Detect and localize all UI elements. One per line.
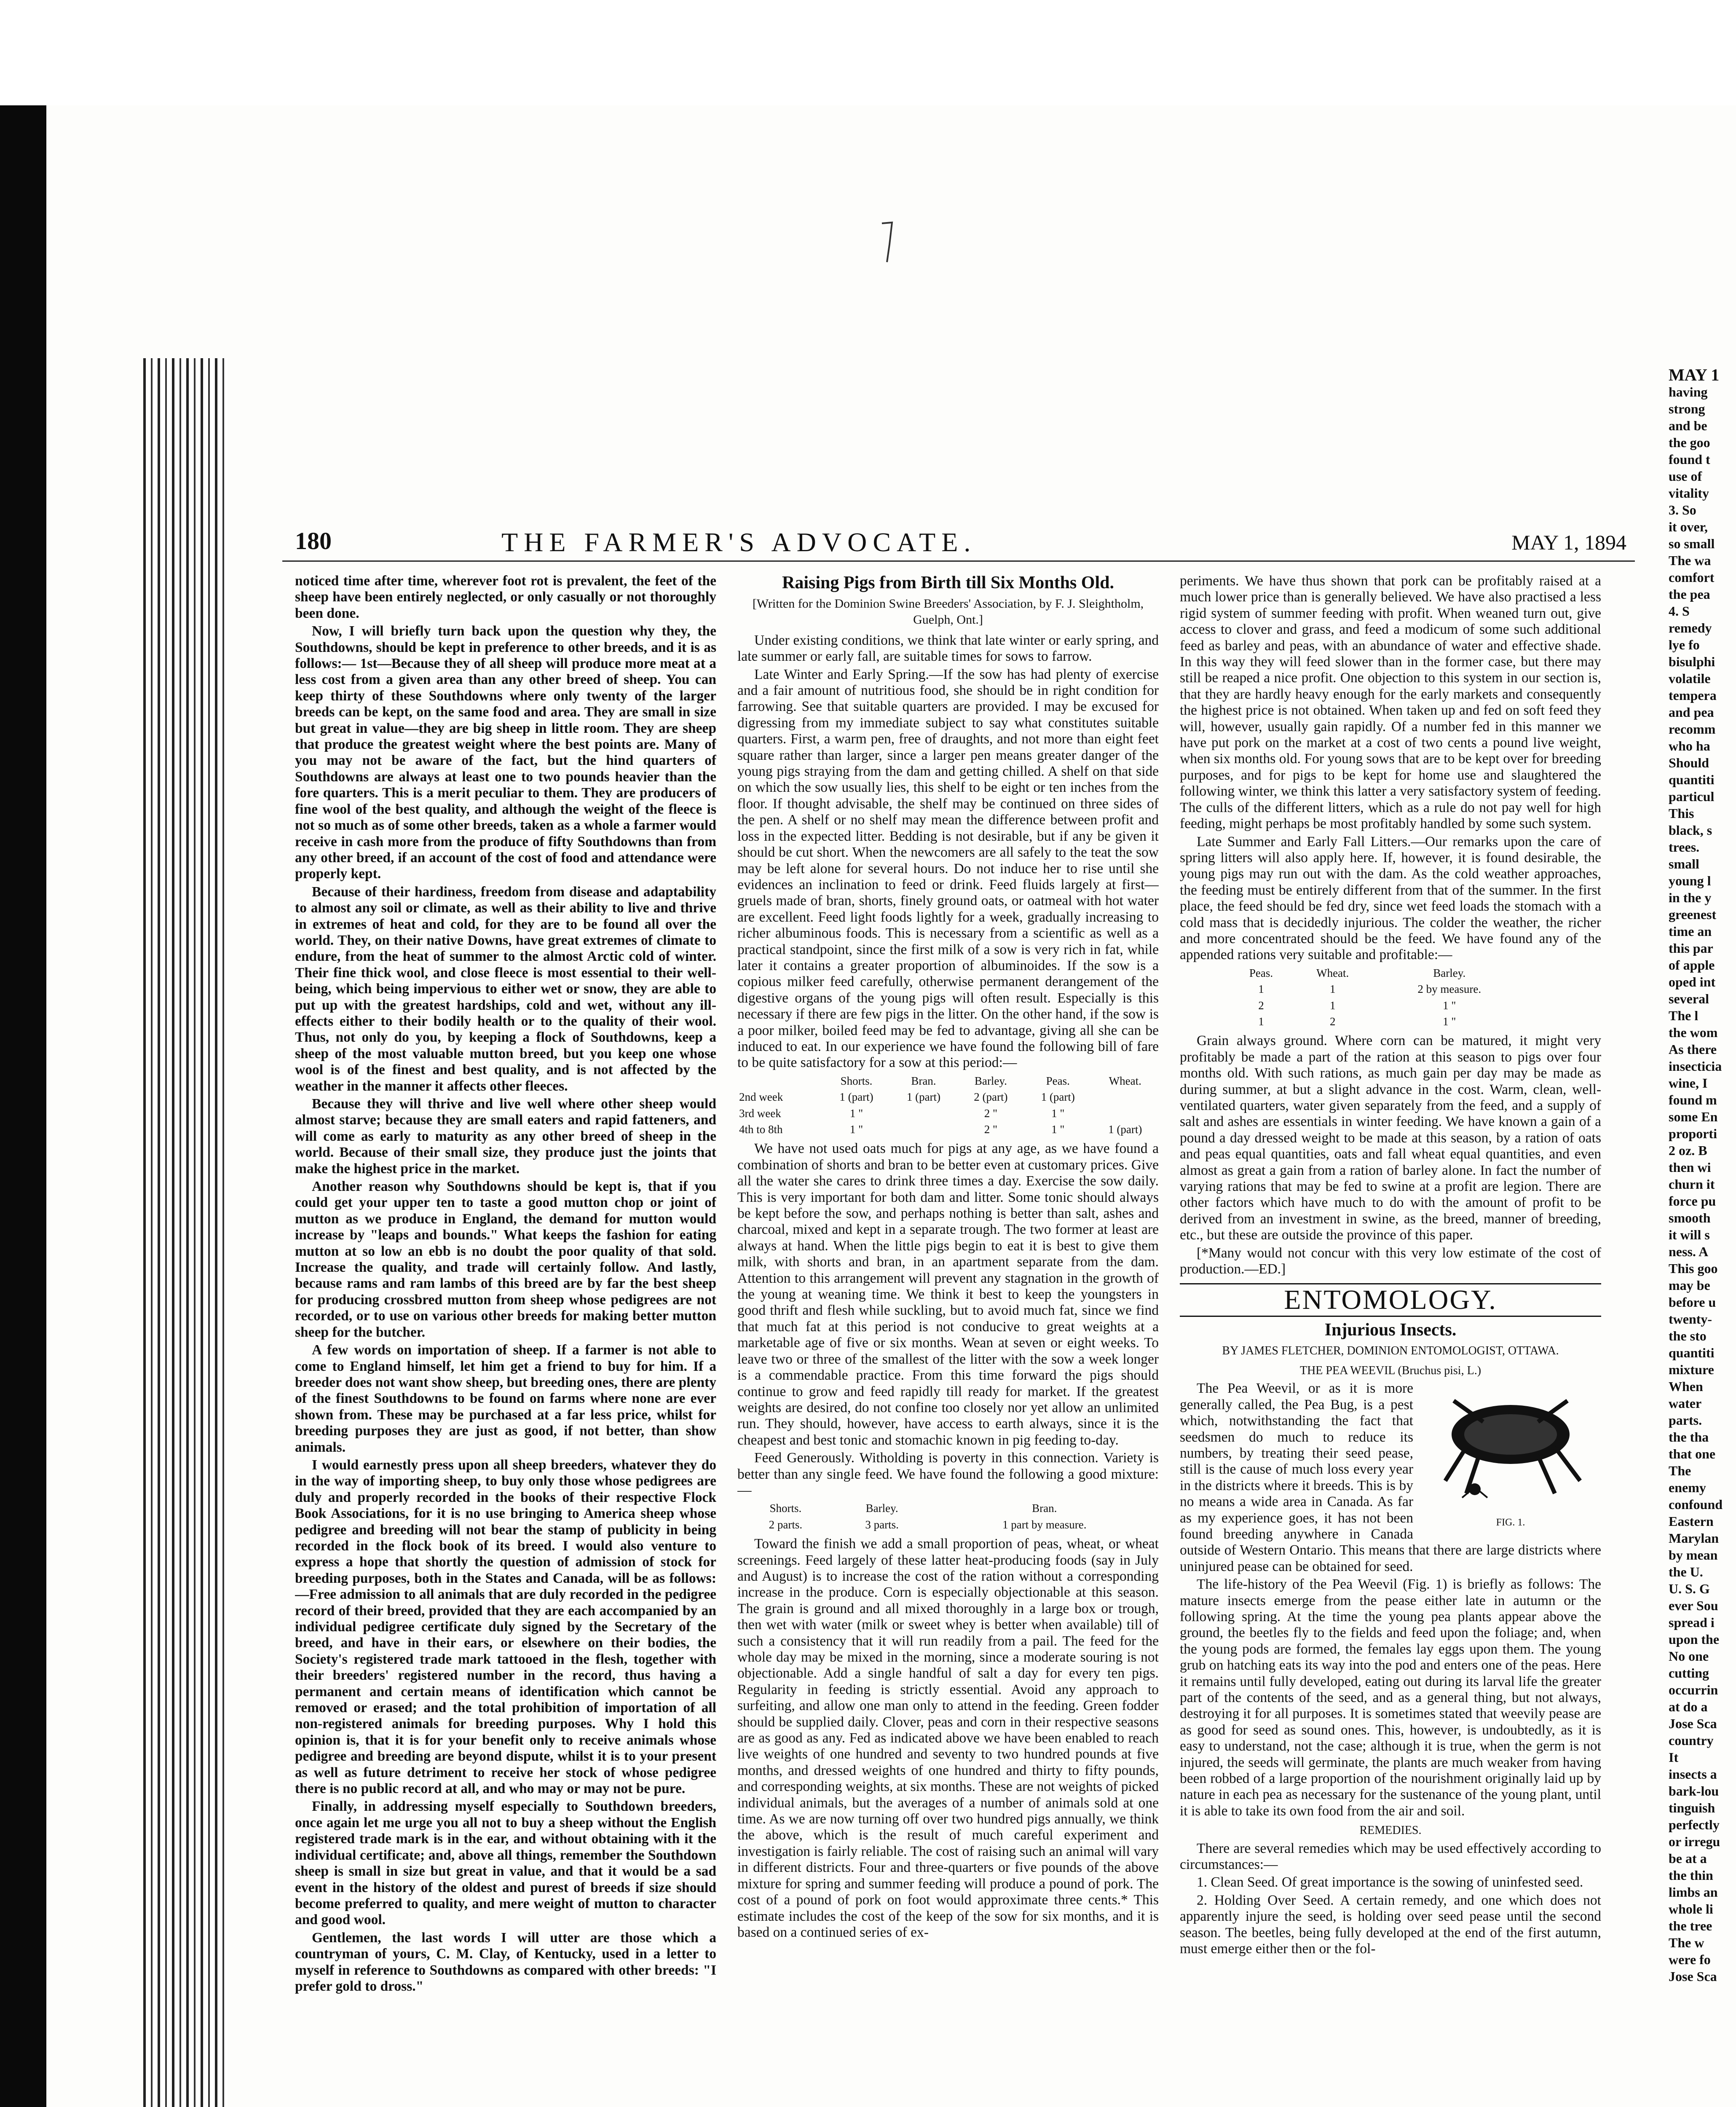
table-cell: 1	[1329, 999, 1336, 1012]
paragraph: Because of their hardiness, freedom from disease and adaptability to almost any soil or climate, as well as their ability to live and thrive in extremes of heat and cold, for they are to be found all over the world. They, on their native Downs, have great extremes of climate to endure, from the heat of summer to the almost Arctic cold of winter. Their fine thick wool, and close fleece is most essential to their well-being, which being impervious to either wet or snow, they are able to put up with the greatest hardships, cold and wet, without any ill-effects either to their bodily health or to the quality of their wool. Thus, not only do you, by keeping a flock of Southdowns, keep a sheep of the most valuable mutton breed, but you keep one whose wool is of the finest and best quality, and is not affected by the weather in the manner it affects other fleeces.	[295, 884, 716, 1094]
page-binding-edge	[143, 358, 228, 2107]
fragment-line: proporti	[1669, 1126, 1717, 1141]
fragment-line: remedy	[1669, 620, 1712, 635]
table-cell: 1 (part)	[1041, 1091, 1075, 1104]
fragment-line: quantiti	[1669, 1345, 1715, 1360]
fragment-line: the sto	[1669, 1328, 1707, 1343]
table-cell: 2nd week	[739, 1091, 783, 1104]
table-cell: 1	[1329, 983, 1336, 996]
table-header: Barley.	[865, 1502, 898, 1515]
fragment-line: or irregu	[1669, 1834, 1720, 1849]
fragment-line: young l	[1669, 873, 1711, 888]
fragment-line: The wa	[1669, 553, 1711, 568]
fragment-line: As there	[1669, 1042, 1717, 1057]
table-header: Peas.	[1249, 966, 1273, 979]
table-row	[737, 1105, 1159, 1121]
table-header: Shorts.	[769, 1502, 802, 1515]
fragment-line: found t	[1669, 452, 1710, 467]
fragment-line: 3. So	[1669, 502, 1696, 517]
fragment-line: Eastern	[1669, 1514, 1714, 1529]
fragment-line: Marylan	[1669, 1531, 1719, 1546]
weevil-illustration-icon	[1420, 1384, 1601, 1510]
fragment-line: enemy	[1669, 1480, 1706, 1495]
section-heading-entomology: ENTOMOLOGY.	[1180, 1283, 1601, 1317]
fragment-line: strong	[1669, 401, 1705, 416]
table-cell: 2 "	[984, 1123, 997, 1136]
table-cell: 1 part by measure.	[1002, 1518, 1087, 1531]
fragment-line: use of	[1669, 469, 1702, 484]
fragment-line: Jose Sca	[1669, 1969, 1717, 1984]
feed-table-mixture	[737, 1500, 1159, 1533]
table-cell: 2	[1258, 999, 1264, 1012]
fragment-line: quantiti	[1669, 772, 1715, 787]
fragment-line: be at a	[1669, 1851, 1707, 1866]
column-2	[737, 573, 1159, 2107]
pencil-mark-icon	[879, 219, 895, 265]
table-cell: 1 "	[1443, 1015, 1456, 1028]
fragment-line: 4. S	[1669, 603, 1690, 619]
fragment-line: it over,	[1669, 519, 1708, 534]
pea-weevil-figure	[1420, 1384, 1601, 1528]
figure-caption: FIG. 1.	[1496, 1517, 1525, 1528]
table-header-row	[737, 1073, 1159, 1089]
fragment-line: oped int	[1669, 974, 1716, 989]
adjacent-page-date: MAY 1	[1669, 367, 1720, 384]
table-cell: 3 parts.	[865, 1518, 899, 1531]
table-header-row	[737, 1500, 1159, 1516]
paragraph: Gentlemen, the last words I will utter are those which a countryman of yours, C. M. Clay, of Kentucky, used in a letter to myself in reference to Southdowns as compared with other breeds: "I prefer gold to dross."	[295, 1930, 716, 1994]
fragment-line: particul	[1669, 789, 1715, 804]
fragment-line: tinguish	[1669, 1800, 1715, 1815]
table-header-row	[1230, 965, 1525, 981]
table-cell: 1	[1258, 983, 1264, 996]
paragraph: I would earnestly press upon all sheep breeders, whatever they do in the way of importing sheep, to buy only those whose pedigrees are duly and properly recorded in the books of their respective Flock Book Associations, for it is no use bringing to America sheep whose pedigree and breeding will not bear the stamp of publicity in being recorded in the flock book of its breed. I would also venture to express a hope that shortly the question of admission of stock for breeding purposes, both in the States and Canada, will be as follows:—Free admission to all animals that are duly recorded in the pedigree record of their breed, provided that they are each accompanied by an individual pedigree certificate duly signed by the Secretary of the breed, and have in their ears, or elsewhere on their bodies, the Society's registered trade mark tattooed in the flesh, together with their breeders' registered number in the record, thus having a permanent and certain means of identification which cannot be removed or erased; and the total prohibition of importation of all non-registered animals for breeding purposes. Why I hold this opinion is, that it is for your benefit only to receive animals whose pedigree and breeding are beyond dispute, whilst it is to your present as well as future detriment to receive her stock of whose pedigree there is no public record at all, and who may or may not be pure.	[295, 1457, 716, 1797]
fragment-line: so small	[1669, 536, 1715, 551]
fragment-line: limbs an	[1669, 1885, 1718, 1900]
fragment-line: The l	[1669, 1008, 1698, 1023]
table-cell: 1 "	[1443, 999, 1456, 1012]
fragment-line: force pu	[1669, 1193, 1716, 1209]
fragment-line: smooth	[1669, 1210, 1711, 1225]
table-cell: 2 parts.	[769, 1518, 803, 1531]
fragment-line: lye fo	[1669, 637, 1700, 652]
fragment-line: cutting	[1669, 1665, 1709, 1681]
fragment-line: bisulphi	[1669, 654, 1715, 669]
scan-dark-edge	[0, 105, 46, 2107]
paragraph: Another reason why Southdowns should be kept is, that if you could get your upper ten to taste a good mutton chop or joint of mutton as we produce in England, the demand for mutton would increase by "leaps and bounds." What keeps the fashion for eating mutton at so low an ebb is no doubt the poor quality of that sold. Increase the quality, and trade will certainly follow. And lastly, because rams and ram lambs of this breed are by far the best sheep for producing crossbred mutton from sheep whose pedigrees are not recorded, or to use on various other breeds for making better mutton sheep for the butcher.	[295, 1179, 716, 1340]
table-cell: 1 (part)	[839, 1091, 873, 1104]
fragment-line: and be	[1669, 418, 1707, 433]
column-1	[295, 573, 716, 2107]
column-3	[1180, 573, 1601, 2107]
scan-top-margin	[0, 0, 1736, 105]
fragment-line: mixture	[1669, 1362, 1714, 1377]
fragment-line: parts.	[1669, 1413, 1702, 1428]
newspaper-page	[46, 105, 1736, 2107]
fragment-line: The	[1669, 1463, 1691, 1478]
fragment-line: black, s	[1669, 823, 1712, 838]
paragraph: A few words on importation of sheep. If a farmer is not able to come to England himself, let him get a friend to buy for him. If a breeder does not want show sheep, but breeding ones, there are plenty of the finest Southdowns to be found on farms where none are ever shown from. These may be purchased at a far less price, whilst for breeding purposes they are just as good, if not better, than show animals.	[295, 1342, 716, 1455]
table-cell: 1 (part)	[906, 1091, 941, 1104]
fragment-line: who ha	[1669, 738, 1710, 753]
fragment-line: tempera	[1669, 688, 1717, 703]
table-row	[1230, 997, 1525, 1013]
table-row	[737, 1089, 1159, 1105]
table-header	[737, 1073, 823, 1089]
fragment-line: upon the	[1669, 1632, 1720, 1647]
table-cell: 2	[1329, 1015, 1336, 1028]
fragment-line: country	[1669, 1733, 1714, 1748]
table-cell: 1	[1258, 1015, 1264, 1028]
paragraph: Grain always ground. Where corn can be matured, it might very profitably be made a part of the ration at this season to pigs over four months old. With such rations, as much gain per day may be made as during summer, at but a slight advance in the cost. Warm, clean, well-ventilated quarters, water given separately from the feed, and a supply of salt and ashes are essentials in winter feeding. We have known a gain of a pound a day dressed weight to be made at this season, by a ration of oats and peas equal quantities, oats and fall wheat equal quantities, and even almost as great a gain from a ration of barley alone. In fact the number of varying rations that may be fed to swine at a profit are legion. There are other factors which have much to do with the amount of profit to be derived from an investment in swine, as the breed, manner of breeding, etc., but these are outside the province of this paper.	[1180, 1033, 1601, 1243]
table-header: Barley.	[974, 1074, 1007, 1087]
fragment-line: bark-lou	[1669, 1783, 1719, 1799]
fragment-line: the pea	[1669, 587, 1710, 602]
fragment-line: found m	[1669, 1092, 1717, 1107]
table-cell: 2 "	[984, 1107, 997, 1120]
table-cell: 1 "	[849, 1107, 863, 1120]
remedies-heading: REMEDIES.	[1359, 1824, 1422, 1837]
fragment-line: the U.	[1669, 1564, 1703, 1579]
table-row	[737, 1517, 1159, 1533]
table-header: Peas.	[1046, 1074, 1070, 1087]
fragment-line: occurrin	[1669, 1682, 1718, 1697]
paragraph: Finally, in addressing myself especially to Southdown breeders, once again let me urge you all not to buy a sheep without the English registered trade mark is in the ear, and without obtaining with it the individual certificate; and, above all things, remember the Southdown sheep is small in size but great in value, and that it would be a sad event in the history of the oldest and purest of breeds if size should become preferred to quality, and mere weight of mutton to character and good wool.	[295, 1799, 716, 1928]
fragment-line: several	[1669, 991, 1709, 1006]
fragment-line: wine, I	[1669, 1075, 1708, 1091]
fragment-line: perfectly	[1669, 1817, 1720, 1832]
fragment-line: water	[1669, 1396, 1702, 1411]
fragment-line: may be	[1669, 1278, 1710, 1293]
fragment-line: having	[1669, 384, 1708, 399]
table-header: Barley.	[1433, 966, 1466, 979]
masthead-title: THE FARMER'S ADVOCATE.	[501, 527, 977, 557]
fragment-line: 2 oz. B	[1669, 1143, 1707, 1158]
fragment-line: whole li	[1669, 1901, 1713, 1917]
fragment-line: trees.	[1669, 839, 1700, 855]
fragment-line: volatile	[1669, 671, 1711, 686]
fragment-line: confound	[1669, 1497, 1723, 1512]
fragment-line: When	[1669, 1379, 1703, 1394]
table-row	[1230, 981, 1525, 997]
table-cell: 4th to 8th	[739, 1123, 783, 1136]
adjacent-page-lines	[1669, 383, 1736, 1985]
fragment-line: ever Sou	[1669, 1598, 1718, 1613]
fragment-line: the goo	[1669, 435, 1710, 450]
fragment-line: some En	[1669, 1109, 1718, 1124]
paragraph: periments. We have thus shown that pork can be profitably raised at a much lower price than is generally believed. We have also practised a less rigid system of summer feeding with profit. When weaned turn out, give access to clover and grass, and feed a modicum of some such additional feed as barley and peas, with an abundance of water and effective shade. In this way they will feed slower than in the former case, but there may still be reaped a nice profit. One objection to this system in our section is, that they are hardly heavy enough for the early markets and consequently the highest price is not obtained. When taken up and fed on soft feed they will, however, usually gain rapidly. Of a number fed in this manner we have put pork on the market at a cost of two cents a pound live weight, when six months old. For young sows that are to be kept over for breeding purposes, and for pigs to be kept for home use and slaughtered the following winter, we think this latter a very satisfactory system of feeding. The culls of the different litters, which as a rule do not pay well for high feeding, might perhaps be most profitably handled by some such system.	[1180, 573, 1601, 832]
fragment-line: small	[1669, 856, 1699, 871]
table-header: Wheat.	[1316, 966, 1349, 979]
fragment-line: it will s	[1669, 1227, 1710, 1242]
table-cell	[1092, 1089, 1159, 1105]
paragraph: Toward the finish we add a small proportion of peas, wheat, or wheat screenings. Feed largely of these latter heat-producing foods (say in July and August) is to increase the cost of the ration without a corresponding increase in the produce. Corn is especially objectionable at this season. The grain is ground and all mixed thoroughly in a large box or trough, then wet with water (milk or sweet whey is better when available) till of such a consistency that it will run readily from a pail. The feed for the whole day may be mixed in the morning, since a moderate souring is not objectionable. Add a single handful of salt a day for every ten pigs. Regularity in feeding is strictly essential. Avoid any approach to surfeiting, and allow one man only to attend in the feeding. Green fodder should be supplied daily. Clover, peas and corn in their respective seasons are as good as any. Fed as indicated above we have been enabled to reach live weights of one hundred and seventy to two hundred pounds at five months, and dressed weights of one hundred and thirty to fifty pounds, and corresponding weights, at six months. These are not weights of picked individual animals, but the averages of a number of animals sold at one time. As we are now turning off over two hundred pigs annually, we think the above, which is the result of much careful experiment and investigation is fairly reliable. The cost of raising such an animal will vary in different districts. Four and three-quarters or five pounds of the above mixture for spring and summer feeding will produce a pound of pork. The cost of a pound of pork on foot would approximate three cents.* This estimate includes the cost of the keep of the sow for six months, and it is based on a continued series of ex-	[737, 1536, 1159, 1940]
fragment-line: and pea	[1669, 705, 1714, 720]
fragment-line: greenest	[1669, 907, 1717, 922]
page-number: 180	[295, 527, 332, 555]
paragraph: Feed Generously. Witholding is poverty in this connection. Variety is better than any single feed. We have found the following a good mixture:—	[737, 1450, 1159, 1498]
table-header: Bran.	[911, 1074, 936, 1087]
fragment-line: spread i	[1669, 1615, 1715, 1630]
fragment-line: twenty-	[1669, 1311, 1712, 1327]
table-cell: 1 "	[1051, 1123, 1065, 1136]
fragment-line: This	[1669, 806, 1694, 821]
fragment-line: the thin	[1669, 1868, 1713, 1883]
article-title: Injurious Insects.	[1324, 1320, 1457, 1340]
table-row	[737, 1121, 1159, 1137]
fragment-line: churn it	[1669, 1177, 1715, 1192]
adjacent-page-fragment	[1669, 367, 1736, 2107]
fragment-line: that one	[1669, 1446, 1716, 1461]
fragment-line: No one	[1669, 1649, 1709, 1664]
fragment-line: this par	[1669, 941, 1713, 956]
table-cell: 1 "	[1051, 1107, 1065, 1120]
paragraph: Under existing conditions, we think that late winter or early spring, and late summer or early fall, are suitable times for sows to farrow.	[737, 632, 1159, 665]
table-cell	[890, 1121, 957, 1137]
fragment-line: in the y	[1669, 890, 1712, 905]
fragment-line: then wi	[1669, 1160, 1711, 1175]
fragment-line: comfort	[1669, 570, 1715, 585]
page-leaf	[282, 367, 1635, 2107]
feed-table-sow	[737, 1073, 1159, 1138]
fragment-line: vitality	[1669, 485, 1709, 501]
paragraph: Because they will thrive and live well where other sheep would almost starve; because they are small eaters and rapid fatteners, and will come as early to maturity as any other breed of sheep in the world. Because of their small size, they produce just the joints that make the highest price in the market.	[295, 1096, 716, 1177]
table-cell	[890, 1105, 957, 1121]
paragraph: The Pea Weevil, or as it is more generally called, the Pea Bug, is a pest which, notwithstanding the fact that seedsmen do much to reduce its numbers, by treating their seed pease, still is the cause of much loss every year in the districts where it breeds. This is by no means a wide area in Canada. As far as my experience goes, it has not been found breeding anywhere in Canada outside of Western Ontario. This means that there are large districts where uninjured pease can be obtained for seed.	[1180, 1381, 1601, 1574]
fragment-line: U. S. G	[1669, 1581, 1710, 1596]
fragment-line: This goo	[1669, 1261, 1718, 1276]
fragment-line: time an	[1669, 924, 1712, 939]
fragment-line: were fo	[1669, 1952, 1711, 1967]
page-header	[282, 527, 1635, 562]
table-header: Wheat.	[1109, 1074, 1141, 1087]
paragraph: 2. Holding Over Seed. A certain remedy, and one which does not apparently injure the seed, is holding over seed pease until the second season. The beetles, being fully developed at the end of the first autumn, must emerge either then or the fol-	[1180, 1892, 1601, 1957]
table-cell: 1 "	[849, 1123, 863, 1136]
article-byline: BY JAMES FLETCHER, DOMINION ENTOMOLOGIST, OTTAWA.	[1222, 1344, 1559, 1358]
table-cell: 2 (part)	[974, 1091, 1008, 1104]
fragment-line: at do a	[1669, 1699, 1708, 1714]
paragraph: There are several remedies which may be used effectively according to circumstances:—	[1180, 1840, 1601, 1873]
fragment-line: recomm	[1669, 721, 1716, 737]
paragraph: The life-history of the Pea Weevil (Fig. 1) is briefly as follows: The mature insects emerge from the pease either late in autumn or the following spring. At the time the young pea plants appear above the ground, the beetles fly to the fields and feed upon the foliage; and, when the young pods are formed, the females lay eggs upon them. The young grub on hatching eats its way into the pod and enters one of the peas. Here it remains until fully developed, eating out during its larval life the greater part of the contents of the seed, and as a general thing, but not always, destroying it for all purposes. It is sometimes stated that weevily pease are as good for seed as sound ones. This, however, is undoubtedly, as it is easy to understand, not the case; although it is true, when the germ is not injured, the seeds will germinate, the plants are much weaker from having been robbed of a large proportion of the nourishment originally laid up by nature in each pea as necessary for the sustenance of the young plant, until it is able to take its own food from the air and soil.	[1180, 1576, 1601, 1819]
fragment-line: by mean	[1669, 1547, 1718, 1563]
article-subheading: THE PEA WEEVIL (Bruchus pisi, L.)	[1299, 1364, 1481, 1377]
table-cell: 1 (part)	[1108, 1123, 1142, 1136]
fragment-line: insecticia	[1669, 1059, 1722, 1074]
fragment-line: Should	[1669, 755, 1709, 770]
paragraph: Now, I will briefly turn back upon the question why they, the Southdowns, should be kept in preference to other breeds, and it is as follows:— 1st—Because they of all sheep will produce more meat at a less cost from a given area than any other breed of sheep. You can keep thirty of these Southdowns where only twenty of the larger breeds can be kept, on the same food and area. They are small in size but great in value—they are big sheep in little room. They are sheep that produce the greatest weight where the best points are. Many of you may not be aware of the fact, but the hind quarters of Southdowns are always at least one to two pounds heavier than the fore quarters. This is a merit peculiar to them. They are producers of fine wool of the best quality, and although the weight of the fleece is not so much as of some other breeds, taken as a whole a farmer would receive in cash more from the produce of fifty Southdowns than from any other breed, if an account of the cost of food and attendance were properly kept.	[295, 623, 716, 882]
article-title: Raising Pigs from Birth till Six Months Old.	[782, 573, 1114, 592]
table-header: Shorts.	[840, 1074, 873, 1087]
paragraph: We have not used oats much for pigs at any age, as we have found a combination of shorts and bran to be better even at customary prices. Give all the water she cares to drink three times a day. Exercise the sow daily. This is very important for both dam and litter. Some tonic should always be kept before the sow, and perhaps nothing is better than salt, ashes and charcoal, mixed and kept in a separate trough. The two former at least are always at hand. When the little pigs begin to eat it is best to give them milk, with shorts and bran, in an apartment separate from the dam. Attention to this arrangement will prevent any stagnation in the growth of the young at weaning time. We think it best to keep the youngsters in good thrift and flesh while suckling, but to avoid much fat, since we find that much fat at this period is not conducive to great weights at a marketable age of five or six months. Wean at seven or eight weeks. To leave two or three of the smallest of the litter with the sow a week longer is a commendable practice. From this time forward the pigs should continue to grow and feed rapidly till ready for market. If the greatest weights are desired, do not confine too closely nor yet allow an unlimited run. They should, however, have access to earth always, since it is the cheapest and best tonic and stomachic known in pig feeding to-day.	[737, 1141, 1159, 1448]
fragment-line: the wom	[1669, 1025, 1718, 1040]
fragment-line: before u	[1669, 1295, 1716, 1310]
issue-date: MAY 1, 1894	[1511, 531, 1626, 554]
table-header: Bran.	[1032, 1502, 1057, 1515]
article-note: [Written for the Dominion Swine Breeders' Association, by F. J. Sleightholm, Guelph, Ont.]	[752, 597, 1144, 627]
table-cell	[1092, 1105, 1159, 1121]
fragment-line: insects a	[1669, 1767, 1717, 1782]
fragment-line: ness. A	[1669, 1244, 1709, 1259]
table-cell: 3rd week	[739, 1107, 781, 1120]
feed-table-winter	[1230, 965, 1525, 1030]
fragment-line: the tha	[1669, 1429, 1709, 1445]
table-cell: 2 by measure.	[1417, 983, 1481, 996]
paragraph: Late Summer and Early Fall Litters.—Our remarks upon the care of spring litters will also apply here. If, however, it is found desirable, the young pigs may run out with the dam. As the cold weather approaches, the feeding must be entirely different from that of the summer. In the first place, the feed should be fed dry, since wet feed loads the stomach with a cold mass that is decidedly injurious. The colder the weather, the richer and more concentrated should be the feed. We have found any of the appended rations very suitable and profitable:—	[1180, 834, 1601, 963]
fragment-line: of apple	[1669, 957, 1715, 973]
fragment-line: It	[1669, 1750, 1679, 1765]
paragraph: noticed time after time, wherever foot rot is prevalent, the feet of the sheep have been entirely neglected, or only casually or not thoroughly been done.	[295, 573, 716, 621]
editor-note: [*Many would not concur with this very low estimate of the cost of production.—ED.]	[1180, 1245, 1601, 1277]
table-row	[1230, 1013, 1525, 1029]
fragment-line: The w	[1669, 1935, 1704, 1950]
fragment-line: Jose Sca	[1669, 1716, 1717, 1731]
paragraph: 1. Clean Seed. Of great importance is the sowing of uninfested seed.	[1197, 1874, 1583, 1890]
paragraph: Late Winter and Early Spring.—If the sow has had plenty of exercise and a fair amount of nutritious food, she should be in right condition for farrowing. See that suitable quarters are provided. I may be excused for digressing from my immediate subject to say what constitutes suitable quarters. First, a warm pen, free of draughts, and not more than eight feet square rather than larger, since a larger pen means greater danger of the young pigs straying from the dam and getting chilled. A shelf on that side on which the sow usually lies, this shelf to be eight or ten inches from the floor. If thought advisable, the shelf may be continued on three sides of the pen. A shelf or no shelf may mean the difference between profit and loss in the expected litter. Bedding is not desirable, but if any be given it should be cut short. When the newcomers are all safely to the teat the sow may be left alone for several hours. Do not induce her to rise until she evidences an inclination to feed or drink. Feed fluids largely at first—gruels made of bran, shorts, finely ground oats, or oatmeal with hot water are excellent. Feed light foods lightly for a week, gradually increasing to richer albuminous foods. This is necessary from a scientific as well as a practical standpoint, since the first milk of a sow is very rich in fat, while later it contains a greater proportion of albuminoides. If the sow is a copious milker feed carefully, otherwise permanent derangement of the digestive organs of the young pigs will often result. Especially is this necessary if there are few pigs in the litter. On the other hand, if the sow is a poor milker, boiled feed may be fed to advantage, giving all she can be induced to eat. In our experience we have found the following bill of fare to be quite satisfactory for a sow at this period:—	[737, 666, 1159, 1071]
fragment-line: the tree	[1669, 1918, 1712, 1933]
